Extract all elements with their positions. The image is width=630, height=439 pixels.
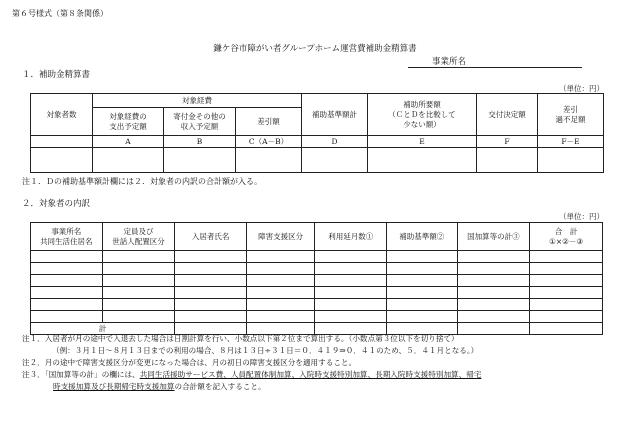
code-c: C（A－B）: [236, 136, 302, 148]
section1-note: 注１．Ｄの補助基準額計欄には２．対象者の内訳の合計額が入る。: [22, 177, 262, 186]
input-decided-amount[interactable]: [477, 148, 538, 173]
header-support-level: 障害支援区分: [246, 223, 314, 251]
input-planned-expense[interactable]: [93, 148, 164, 173]
header-difference: 差引額: [236, 108, 302, 136]
input-target-count[interactable]: [31, 148, 93, 173]
input-base-total[interactable]: [302, 148, 368, 173]
table-row: [31, 251, 603, 263]
form-number: 第６号様式（第８条関係）: [12, 9, 108, 18]
note-2: 注２．月の途中で障害支援区分が変更になった場合は、月の初日の障害支援区分を適用すること。: [22, 358, 357, 367]
office-name-label: 事業所名: [432, 57, 467, 67]
target-breakdown-table: [30, 222, 603, 335]
note-1: 注１．入居者が月の途中で入退去した場合は日割計算を行い、小数点以下第２位まで算出する。（小数点第３位以下を切り捨て）: [22, 334, 459, 343]
note-3-continued: 時支援加算及び長期帰宅時支援加算の合計額を記入すること。: [53, 382, 266, 391]
header-target-count: 対象者数: [31, 94, 93, 136]
header-office-name: 事業所名 共同生活住居名: [31, 223, 103, 251]
header-usage-days: 利用延月数①: [315, 223, 387, 251]
code-f: F: [477, 136, 538, 148]
code-d: D: [302, 136, 368, 148]
table-row: [31, 263, 603, 275]
subsidy-settlement-table: [30, 93, 604, 173]
header-total: 合 計 ①×②－③: [530, 223, 603, 251]
table-row: [31, 311, 603, 323]
header-base-total: 補助基準額計: [302, 94, 368, 136]
input-planned-other[interactable]: [164, 148, 236, 173]
code-fe: F－E: [538, 136, 604, 148]
header-required-amount: 補助所要額 （ＣとＤを比較して 少ない額）: [368, 94, 477, 136]
section2-heading: ２．対象者の内訳: [22, 199, 91, 209]
code-e: E: [368, 136, 477, 148]
header-planned-other: 寄付金その他の 収入予定額: [164, 108, 236, 136]
table-row: [31, 287, 603, 299]
code-b: B: [164, 136, 236, 148]
header-decided-amount: 交付決定額: [477, 94, 538, 136]
office-name-underline: [408, 67, 582, 68]
section2-unit: （単位：円）: [559, 212, 604, 221]
table-row: [31, 148, 604, 173]
input-difference[interactable]: [236, 148, 302, 173]
table-row: [31, 275, 603, 287]
input-required-amount[interactable]: [368, 148, 477, 173]
header-national-addition: 国加算等の計③: [457, 223, 530, 251]
header-planned-expense: 対象経費の 支出予定額: [93, 108, 164, 136]
header-base-amount: 補助基準額②: [387, 223, 458, 251]
note-1-example: （例：３月１日～８月１３日までの利用の場合、８月は１３日÷３１日＝０．４１９⇒０．４１のため、５．４１月となる。）: [52, 346, 479, 355]
header-resident-name: 入居者氏名: [175, 223, 247, 251]
section1-heading: １．補助金精算書: [22, 70, 91, 80]
input-excess[interactable]: [538, 148, 604, 173]
header-excess: 差引 過不足額: [538, 94, 604, 136]
note-3: 注３．「国加算等の計」の欄には、共同生活援助サービス費、人員配置体制加算、入院時支援特別加算、長期入院時支援特別加算、帰宅: [22, 370, 482, 379]
page-title: 鎌ケ谷市障がい者グループホーム運営費補助金精算書: [213, 44, 417, 54]
code-a: A: [93, 136, 164, 148]
table-row: [31, 299, 603, 311]
section1-unit: （単位：円）: [559, 84, 604, 93]
total-label: 計: [31, 323, 175, 335]
header-target-cost: 対象経費: [93, 94, 302, 108]
header-capacity: 定員及び 世話人配置区分: [102, 223, 175, 251]
